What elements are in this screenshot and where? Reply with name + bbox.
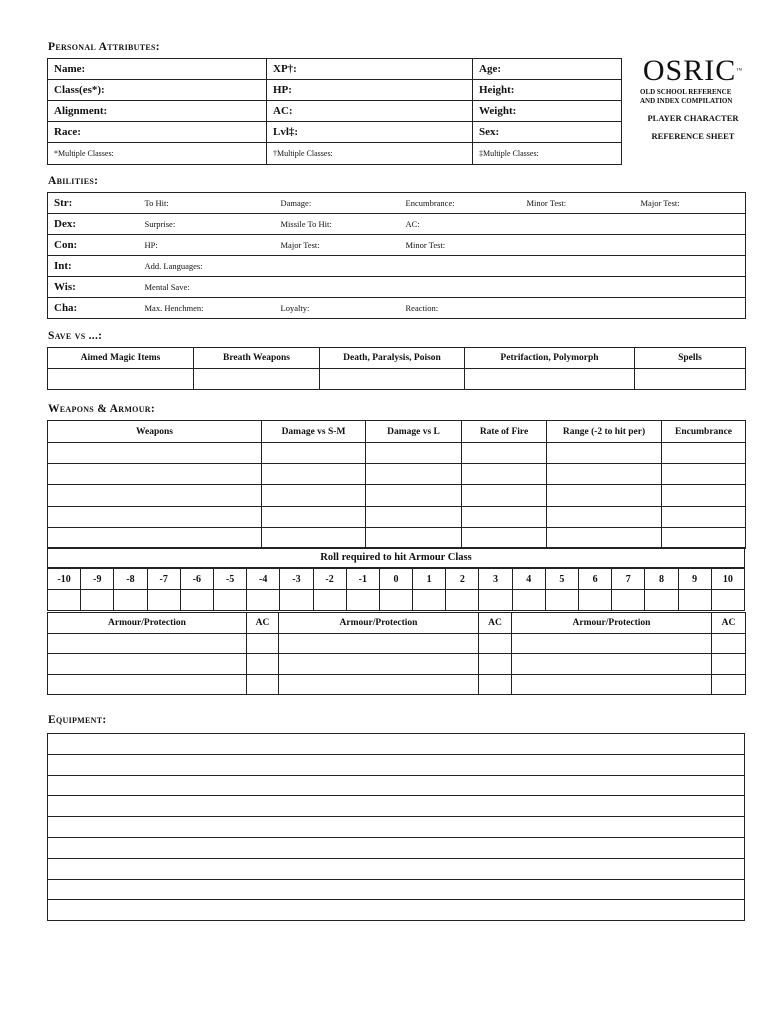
weapon-cell[interactable] [366, 506, 462, 527]
roll-required-cell[interactable] [678, 590, 711, 611]
ability-field[interactable]: Missile To Hit: [275, 214, 400, 235]
ability-field[interactable]: Loyalty: [275, 298, 400, 319]
armour-ac-header: AC [247, 613, 279, 634]
roll-required-cell[interactable] [180, 590, 213, 611]
ac-field[interactable]: AC: [267, 101, 473, 122]
table-row [48, 443, 746, 464]
roll-required-cell[interactable] [247, 590, 280, 611]
ability-field[interactable]: Minor Test: [521, 193, 635, 214]
weapon-cell[interactable] [262, 464, 366, 485]
equipment-line[interactable] [48, 858, 745, 879]
personal-attributes-table [47, 58, 622, 165]
armour-cell[interactable] [512, 674, 712, 695]
weapon-cell[interactable] [366, 464, 462, 485]
roll-required-cell[interactable] [413, 590, 446, 611]
sheet-title-2: REFERENCE SHEET [651, 131, 735, 141]
weapon-cell[interactable] [48, 506, 262, 527]
abilities-table [47, 192, 746, 319]
save-value-cell[interactable] [48, 369, 194, 390]
name-field[interactable]: Name: [48, 59, 267, 80]
equipment-line[interactable] [48, 754, 745, 775]
weapon-cell[interactable] [662, 443, 746, 464]
ability-field[interactable]: Mental Save: [139, 277, 275, 298]
roll-required-cell[interactable] [48, 590, 81, 611]
equipment-line[interactable] [48, 734, 745, 755]
armour-class-value: 1 [413, 569, 446, 590]
weapons-header: Damage vs S-M [262, 421, 366, 443]
weapon-cell[interactable] [262, 527, 366, 548]
weapon-cell[interactable] [547, 485, 662, 506]
armour-ac-cell[interactable] [712, 633, 746, 654]
save-header: Death, Paralysis, Poison [320, 348, 465, 369]
weapons-header: Weapons [48, 421, 262, 443]
armour-class-value: -2 [313, 569, 346, 590]
table-row [48, 879, 745, 900]
armour-class-value: 8 [645, 569, 678, 590]
equipment-table [47, 733, 745, 921]
armour-ac-cell[interactable] [712, 654, 746, 675]
armour-ac-cell[interactable] [479, 674, 512, 695]
alignment-field[interactable]: Alignment: [48, 101, 267, 122]
level-field[interactable]: Lvl‡: [267, 122, 473, 143]
xp-field[interactable]: XP†: [267, 59, 473, 80]
ability-field[interactable] [635, 235, 746, 256]
weapon-cell[interactable] [462, 464, 547, 485]
armour-class-value: 3 [479, 569, 512, 590]
ability-field[interactable]: Minor Test: [400, 235, 521, 256]
table-row [48, 633, 746, 654]
roll-required-cell[interactable] [213, 590, 246, 611]
weapons-header: Encumbrance [662, 421, 746, 443]
armour-ac-cell[interactable] [479, 654, 512, 675]
equipment-line[interactable] [48, 796, 745, 817]
roll-required-cell[interactable] [711, 590, 744, 611]
weapon-cell[interactable] [547, 506, 662, 527]
ability-row-cha [48, 298, 746, 319]
roll-to-hit-table [47, 568, 745, 611]
ability-label[interactable]: Cha: [48, 298, 139, 319]
save-vs-title: Save vs ...: [48, 330, 103, 342]
weight-field[interactable]: Weight: [473, 101, 622, 122]
weapon-cell[interactable] [462, 443, 547, 464]
ability-row-wis [48, 277, 746, 298]
ability-field[interactable]: Max. Henchmen: [139, 298, 275, 319]
armour-class-value: -9 [81, 569, 114, 590]
ability-field[interactable] [635, 277, 746, 298]
equipment-line[interactable] [48, 900, 745, 921]
armour-ac-cell[interactable] [247, 654, 279, 675]
level-multiple-note[interactable]: ‡Multiple Classes: [473, 143, 622, 165]
roll-required-cell[interactable] [579, 590, 612, 611]
save-vs-table [47, 347, 746, 390]
equipment-line[interactable] [48, 837, 745, 858]
armour-class-value: 0 [379, 569, 412, 590]
armour-ac-header: AC [479, 613, 512, 634]
ability-field[interactable] [521, 277, 635, 298]
armour-cell[interactable] [279, 674, 479, 695]
table-row [48, 858, 745, 879]
armour-cell[interactable] [48, 674, 247, 695]
ability-field[interactable] [635, 298, 746, 319]
roll-required-cell[interactable] [147, 590, 180, 611]
save-value-cell[interactable] [465, 369, 635, 390]
weapon-cell[interactable] [366, 443, 462, 464]
weapon-cell[interactable] [462, 485, 547, 506]
table-row [48, 527, 746, 548]
armour-class-value: -6 [180, 569, 213, 590]
save-header: Breath Weapons [194, 348, 320, 369]
table-row [48, 900, 745, 921]
roll-required-cell[interactable] [379, 590, 412, 611]
ability-field[interactable] [275, 277, 400, 298]
weapon-cell[interactable] [48, 464, 262, 485]
armour-ac-cell[interactable] [247, 674, 279, 695]
ability-field[interactable] [521, 235, 635, 256]
ability-label[interactable]: Con: [48, 235, 139, 256]
roll-required-cell[interactable] [446, 590, 479, 611]
armour-class-value: -7 [147, 569, 180, 590]
weapon-cell[interactable] [48, 443, 262, 464]
hp-field[interactable]: HP: [267, 80, 473, 101]
ability-field[interactable]: Damage: [275, 193, 400, 214]
armour-ac-header: AC [712, 613, 746, 634]
roll-required-cell[interactable] [81, 590, 114, 611]
weapon-cell[interactable] [662, 485, 746, 506]
armour-cell[interactable] [512, 654, 712, 675]
armour-class-value: 2 [446, 569, 479, 590]
roll-required-cell[interactable] [280, 590, 313, 611]
table-row [48, 837, 745, 858]
armour-class-value: -8 [114, 569, 147, 590]
roll-required-cell[interactable] [313, 590, 346, 611]
armour-class-value: -3 [280, 569, 313, 590]
armour-class-row [48, 569, 745, 590]
ability-row-int [48, 256, 746, 277]
ability-field[interactable]: Major Test: [275, 235, 400, 256]
ability-field[interactable]: Reaction: [400, 298, 521, 319]
armour-ac-cell[interactable] [479, 633, 512, 654]
ability-field[interactable]: Add. Languages: [139, 256, 275, 277]
armour-cell[interactable] [279, 633, 479, 654]
weapon-cell[interactable] [662, 464, 746, 485]
armour-table [47, 612, 746, 695]
weapon-cell[interactable] [462, 527, 547, 548]
weapon-cell[interactable] [547, 464, 662, 485]
ability-field[interactable] [521, 256, 635, 277]
roll-required-cell[interactable] [545, 590, 578, 611]
sheet-title-1: PLAYER CHARACTER [647, 113, 739, 123]
abilities-title: Abilities: [48, 175, 99, 187]
armour-class-value: 7 [612, 569, 645, 590]
armour-class-value: 9 [678, 569, 711, 590]
ability-field[interactable]: AC: [400, 214, 521, 235]
weapon-cell[interactable] [48, 485, 262, 506]
ability-field[interactable]: HP: [139, 235, 275, 256]
ability-field[interactable] [400, 277, 521, 298]
table-row [48, 674, 746, 695]
osric-logo [634, 54, 752, 142]
ability-field[interactable] [521, 214, 635, 235]
ability-field[interactable] [400, 256, 521, 277]
table-row [48, 485, 746, 506]
race-field[interactable]: Race: [48, 122, 267, 143]
age-field[interactable]: Age: [473, 59, 622, 80]
ability-row-con [48, 235, 746, 256]
weapon-cell[interactable] [262, 485, 366, 506]
logo-wordmark: OSRIC™ [642, 54, 744, 87]
ability-field[interactable]: Surprise: [139, 214, 275, 235]
weapon-cell[interactable] [262, 506, 366, 527]
ability-field[interactable] [635, 256, 746, 277]
table-row [48, 734, 745, 755]
armour-class-value: -10 [48, 569, 81, 590]
save-header: Spells [635, 348, 746, 369]
armour-class-value: -1 [346, 569, 379, 590]
ability-field[interactable] [275, 256, 400, 277]
table-row [48, 754, 745, 775]
logo-subtitle-2: AND INDEX COMPILATION [640, 97, 733, 105]
ability-field[interactable]: Major Test: [635, 193, 746, 214]
weapons-armour-title: Weapons & Armour: [48, 403, 155, 415]
weapon-cell[interactable] [462, 506, 547, 527]
equipment-title: Equipment: [48, 714, 107, 726]
class-field[interactable]: Class(es*): [48, 80, 267, 101]
table-row [48, 796, 745, 817]
weapons-header: Damage vs L [366, 421, 462, 443]
roll-required-cell[interactable] [346, 590, 379, 611]
armour-cell[interactable] [48, 633, 247, 654]
armour-class-value: -5 [213, 569, 246, 590]
armour-ac-cell[interactable] [712, 674, 746, 695]
equipment-line[interactable] [48, 775, 745, 796]
sex-field[interactable]: Sex: [473, 122, 622, 143]
roll-required-cell[interactable] [479, 590, 512, 611]
roll-value-row [48, 590, 745, 611]
ability-row-str [48, 193, 746, 214]
ability-label[interactable]: Int: [48, 256, 139, 277]
save-value-cell[interactable] [635, 369, 746, 390]
weapon-cell[interactable] [262, 443, 366, 464]
equipment-line[interactable] [48, 817, 745, 838]
weapons-table [47, 420, 746, 549]
armour-cell[interactable] [512, 633, 712, 654]
armour-header: Armour/Protection [48, 613, 247, 634]
weapons-header: Range (-2 to hit per) [547, 421, 662, 443]
ability-label[interactable]: Str: [48, 193, 139, 214]
ability-field[interactable] [521, 298, 635, 319]
table-row [48, 817, 745, 838]
weapons-header: Rate of Fire [462, 421, 547, 443]
weapon-cell[interactable] [366, 527, 462, 548]
table-row [48, 654, 746, 675]
armour-ac-cell[interactable] [247, 633, 279, 654]
armour-class-value: -4 [247, 569, 280, 590]
weapon-cell[interactable] [662, 506, 746, 527]
roll-required-cell[interactable] [645, 590, 678, 611]
roll-required-cell[interactable] [114, 590, 147, 611]
save-value-cell[interactable] [320, 369, 465, 390]
weapon-cell[interactable] [547, 527, 662, 548]
personal-attributes-title: Personal Attributes: [48, 41, 160, 53]
armour-class-value: 6 [579, 569, 612, 590]
save-header: Petrifaction, Polymorph [465, 348, 635, 369]
ability-field[interactable]: To Hit: [139, 193, 275, 214]
roll-required-cell[interactable] [512, 590, 545, 611]
weapon-cell[interactable] [48, 527, 262, 548]
height-field[interactable]: Height: [473, 80, 622, 101]
weapon-cell[interactable] [662, 527, 746, 548]
armour-class-value: 5 [545, 569, 578, 590]
armour-header: Armour/Protection [279, 613, 479, 634]
armour-header: Armour/Protection [512, 613, 712, 634]
ability-label[interactable]: Dex: [48, 214, 139, 235]
logo-subtitle-1: OLD SCHOOL REFERENCE [640, 88, 732, 96]
weapon-cell[interactable] [366, 485, 462, 506]
armour-cell[interactable] [48, 654, 247, 675]
weapon-cell[interactable] [547, 443, 662, 464]
roll-required-cell[interactable] [612, 590, 645, 611]
ability-row-dex [48, 214, 746, 235]
equipment-line[interactable] [48, 879, 745, 900]
ability-field[interactable]: Encumbrance: [400, 193, 521, 214]
armour-class-value: 10 [711, 569, 744, 590]
table-row [48, 464, 746, 485]
armour-cell[interactable] [279, 654, 479, 675]
ability-label[interactable]: Wis: [48, 277, 139, 298]
table-row [48, 506, 746, 527]
armour-class-value: 4 [512, 569, 545, 590]
ability-field[interactable] [635, 214, 746, 235]
roll-to-hit-title: Roll required to hit Armour Class [47, 547, 745, 568]
class-multiple-note[interactable]: *Multiple Classes: [48, 143, 267, 165]
save-value-cell[interactable] [194, 369, 320, 390]
save-header: Aimed Magic Items [48, 348, 194, 369]
table-row [48, 775, 745, 796]
xp-multiple-note[interactable]: †Multiple Classes: [267, 143, 473, 165]
